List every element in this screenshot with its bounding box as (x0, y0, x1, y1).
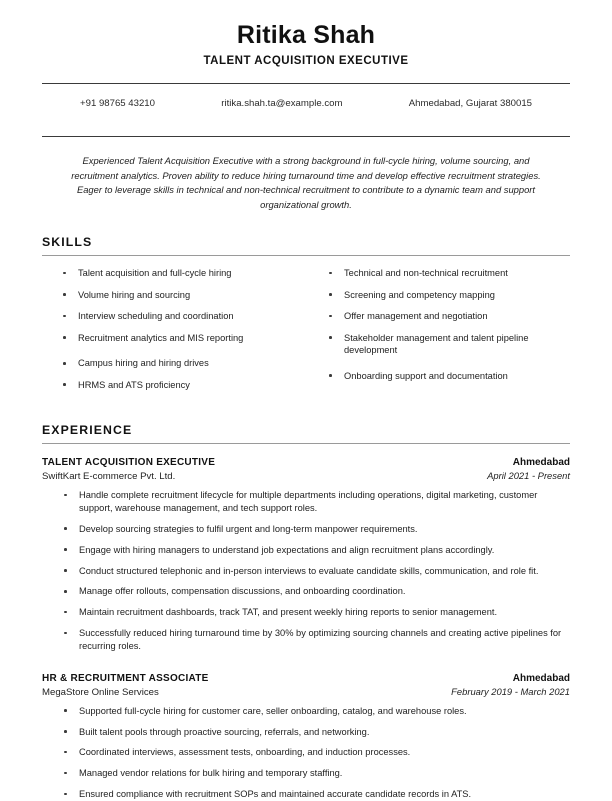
job-responsibility-item: Built talent pools through proactive sourcing, referrals, and networking. (63, 726, 570, 739)
professional-summary: Experienced Talent Acquisition Executive with a strong background in full-cycle hiring, volume sourcing, and recruitment analytics. Proven ability to reduce hiring turnaround time and develop effective recruitment strategies. Eager to leverage skills in technical and non-technical recruitment to contribute to a dynamic team and support organizational growth. (71, 155, 541, 210)
experience-section (42, 423, 570, 801)
skill-item: Offer management and negotiation (328, 310, 570, 323)
skill-item: Talent acquisition and full-cycle hiring (62, 267, 306, 280)
job-responsibility-item: Managed vendor relations for bulk hiring and temporary staffing. (63, 767, 570, 780)
job-responsibility-item: Handle complete recruitment lifecycle for multiple departments including operations, digital marketing, customer support, warehouse management, and tech support roles. (63, 489, 570, 515)
candidate-name: Ritika Shah (236, 21, 376, 49)
contact-location: Ahmedabad, Gujarat 380015 (408, 98, 532, 110)
skill-item: HRMS and ATS proficiency (62, 379, 306, 392)
job-company: SwiftKart E-commerce Pvt. Ltd. (42, 471, 176, 483)
job-responsibility-item: Engage with hiring managers to understand job expectations and align recruitment plans accordingly. (63, 544, 570, 557)
job-responsibility-list (42, 705, 570, 801)
job-dates: February 2019 - March 2021 (451, 685, 570, 697)
skill-item: Campus hiring and hiring drives (62, 357, 306, 370)
skill-item: Interview scheduling and coordination (62, 310, 306, 323)
job-location: Ahmedabad (512, 672, 570, 684)
contact-email[interactable]: ritika.shah.ta@example.com (221, 98, 343, 110)
job-title: HR & RECRUITMENT ASSOCIATE (42, 672, 209, 684)
job-responsibility-item: Successfully reduced hiring turnaround time by 30% by optimizing sourcing channels and creating active pipelines for recurring roles. (63, 627, 570, 653)
contact-phone[interactable]: +91 98765 43210 (80, 98, 155, 110)
job-responsibility-item: Maintain recruitment dashboards, track TAT, and present weekly hiring reports to senior management. (63, 606, 570, 619)
job-responsibility-item: Conduct structured telephonic and in-person interviews to evaluate candidate skills, communication, and role fit. (63, 565, 570, 578)
contact-row (42, 84, 570, 122)
experience-section-divider (42, 443, 570, 444)
experience-entry (42, 457, 570, 652)
skill-item: Onboarding support and documentation (328, 370, 570, 383)
skill-item: Stakeholder management and talent pipeline development (328, 332, 570, 357)
job-responsibility-item: Supported full-cycle hiring for customer care, seller onboarding, catalog, and warehouse roles. (63, 705, 570, 718)
job-responsibility-item: Ensured compliance with recruitment SOPs and maintained accurate candidate records in ATS. (63, 788, 570, 801)
experience-entry (42, 673, 570, 801)
job-company: MegaStore Online Services (42, 686, 159, 698)
skills-columns (42, 267, 570, 400)
skills-list-left (62, 267, 306, 391)
job-title: TALENT ACQUISITION EXECUTIVE (42, 457, 216, 469)
candidate-headline: TALENT ACQUISITION EXECUTIVE (203, 55, 409, 68)
experience-section-title: EXPERIENCE (42, 422, 133, 437)
header-bottom-divider (42, 136, 570, 137)
skill-item: Screening and competency mapping (328, 289, 570, 302)
job-responsibility-item: Manage offer rollouts, compensation discussions, and onboarding coordination. (63, 585, 570, 598)
skill-item: Volume hiring and sourcing (62, 289, 306, 302)
skills-list-right (328, 267, 570, 382)
job-subheader-line (42, 470, 570, 482)
skill-item: Technical and non-technical recruitment (328, 267, 570, 280)
experience-jobs (42, 457, 570, 801)
skill-item: Recruitment analytics and MIS reporting (62, 332, 306, 345)
skills-section-divider (42, 255, 570, 256)
skills-column-left (42, 267, 306, 400)
job-subheader-line (42, 686, 570, 698)
skills-section (42, 235, 570, 401)
job-header-line (42, 673, 570, 684)
job-responsibility-list (42, 489, 570, 652)
job-responsibility-item: Develop sourcing strategies to fulfil urgent and long-term manpower requirements. (63, 523, 570, 536)
skills-section-title: SKILLS (42, 234, 93, 249)
job-header-line (42, 457, 570, 468)
job-location: Ahmedabad (512, 457, 570, 469)
skills-column-right (306, 267, 570, 400)
job-responsibility-item: Coordinated interviews, assessment tests, onboarding, and induction processes. (63, 746, 570, 759)
job-dates: April 2021 - Present (487, 470, 570, 482)
